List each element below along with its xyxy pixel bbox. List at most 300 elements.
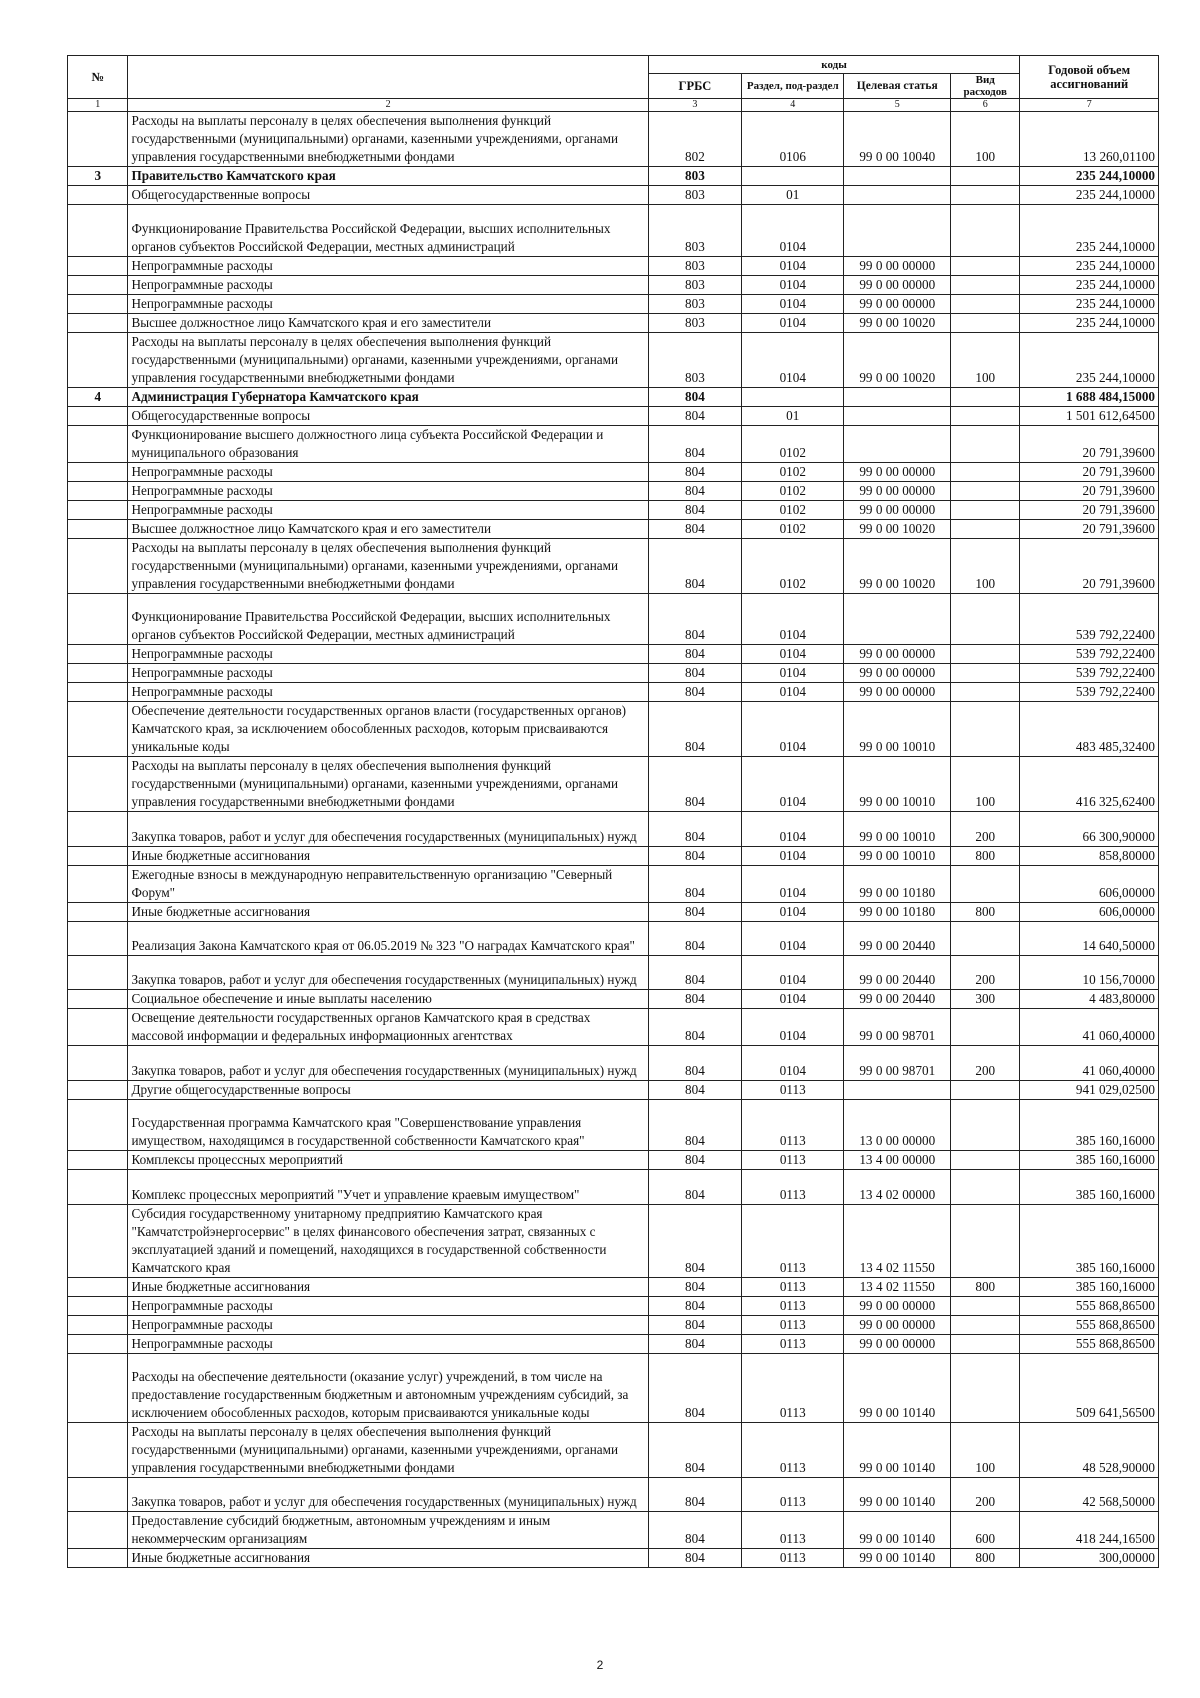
header-target: Целевая статья <box>844 74 951 99</box>
row-kind: 300 <box>951 990 1020 1009</box>
row-section: 0104 <box>742 664 844 683</box>
row-section: 0102 <box>742 481 844 500</box>
row-number <box>68 406 128 425</box>
row-amount: 483 485,32400 <box>1020 702 1159 757</box>
row-kind: 800 <box>951 846 1020 865</box>
row-amount: 235 244,10000 <box>1020 205 1159 257</box>
row-number: 4 <box>68 387 128 406</box>
row-amount: 555 868,86500 <box>1020 1315 1159 1334</box>
row-section: 0113 <box>742 1204 844 1277</box>
table-row <box>68 1080 1159 1099</box>
row-section <box>742 387 844 406</box>
row-target: 99 0 00 00000 <box>844 1315 951 1334</box>
col-number: 5 <box>844 99 951 112</box>
row-name: Правительство Камчатского края <box>128 167 648 186</box>
row-target: 99 0 00 20440 <box>844 990 951 1009</box>
row-target: 99 0 00 10140 <box>844 1477 951 1511</box>
row-name: Ежегодные взносы в международную неправительственную организацию "Северный Форум" <box>128 865 648 902</box>
row-kind <box>951 500 1020 519</box>
row-number <box>68 519 128 538</box>
row-kind <box>951 1315 1020 1334</box>
row-grbs: 803 <box>648 167 741 186</box>
row-number <box>68 1151 128 1170</box>
table-row <box>68 275 1159 294</box>
row-number <box>68 1511 128 1548</box>
row-number <box>68 812 128 846</box>
table-row <box>68 1511 1159 1548</box>
row-number <box>68 332 128 387</box>
row-section: 0113 <box>742 1422 844 1477</box>
row-name: Расходы на обеспечение деятельности (оказание услуг) учреждений, в том числе на предоставление государственным бюджетным и автономным учреждениям субсидий, за исключением обособленных расходов, которым присваиваются уникальные коды <box>128 1353 648 1422</box>
row-target <box>844 167 951 186</box>
row-amount: 418 244,16500 <box>1020 1511 1159 1548</box>
table-row <box>68 683 1159 702</box>
col-number: 2 <box>128 99 648 112</box>
row-grbs: 804 <box>648 664 741 683</box>
row-amount: 20 791,39600 <box>1020 538 1159 593</box>
row-amount: 509 641,56500 <box>1020 1353 1159 1422</box>
table-row <box>68 865 1159 902</box>
row-section: 0113 <box>742 1477 844 1511</box>
table-row <box>68 1296 1159 1315</box>
row-number <box>68 645 128 664</box>
row-kind <box>951 313 1020 332</box>
row-kind <box>951 275 1020 294</box>
row-target: 99 0 00 10140 <box>844 1511 951 1548</box>
row-number <box>68 1277 128 1296</box>
row-name: Непрограммные расходы <box>128 462 648 481</box>
row-name: Общегосударственные вопросы <box>128 186 648 205</box>
row-grbs: 804 <box>648 1204 741 1277</box>
row-name: Субсидия государственному унитарному предприятию Камчатского края "Камчатстройэнергосервис" в целях финансового обеспечения затрат, связанных с эксплуатацией зданий и помещений, находящихся в государственной собственности Камчатского края <box>128 1204 648 1277</box>
row-amount: 20 791,39600 <box>1020 425 1159 462</box>
row-name: Закупка товаров, работ и услуг для обеспечения государственных (муниципальных) нужд <box>128 812 648 846</box>
row-target: 99 0 00 00000 <box>844 275 951 294</box>
row-number <box>68 955 128 989</box>
row-grbs: 804 <box>648 1477 741 1511</box>
row-grbs: 804 <box>648 1046 741 1080</box>
row-target: 99 0 00 10020 <box>844 538 951 593</box>
table-row <box>68 955 1159 989</box>
row-kind <box>951 1334 1020 1353</box>
row-amount: 300,00000 <box>1020 1548 1159 1567</box>
row-amount: 385 160,16000 <box>1020 1151 1159 1170</box>
row-section: 0104 <box>742 955 844 989</box>
row-grbs: 804 <box>648 846 741 865</box>
row-section: 0104 <box>742 1046 844 1080</box>
row-amount: 539 792,22400 <box>1020 683 1159 702</box>
row-name: Непрограммные расходы <box>128 294 648 313</box>
row-target <box>844 406 951 425</box>
table-row <box>68 1046 1159 1080</box>
row-number <box>68 481 128 500</box>
row-grbs: 804 <box>648 1277 741 1296</box>
row-number <box>68 921 128 955</box>
table-row <box>68 425 1159 462</box>
row-grbs: 803 <box>648 205 741 257</box>
row-kind: 100 <box>951 1422 1020 1477</box>
row-section: 0113 <box>742 1334 844 1353</box>
table-row <box>68 1353 1159 1422</box>
row-target: 99 0 00 10020 <box>844 313 951 332</box>
row-name: Непрограммные расходы <box>128 645 648 664</box>
row-target <box>844 425 951 462</box>
table-row <box>68 1477 1159 1511</box>
row-name: Общегосударственные вопросы <box>128 406 648 425</box>
row-section: 0104 <box>742 593 844 645</box>
row-amount: 4 483,80000 <box>1020 990 1159 1009</box>
row-section <box>742 167 844 186</box>
table-row <box>68 387 1159 406</box>
row-target: 99 0 00 10040 <box>844 112 951 167</box>
row-target: 99 0 00 00000 <box>844 1296 951 1315</box>
row-number <box>68 112 128 167</box>
row-grbs: 804 <box>648 757 741 812</box>
row-number <box>68 538 128 593</box>
row-amount: 1 688 484,15000 <box>1020 387 1159 406</box>
col-number: 1 <box>68 99 128 112</box>
table-row <box>68 519 1159 538</box>
row-kind <box>951 921 1020 955</box>
row-section: 0113 <box>742 1170 844 1204</box>
row-target <box>844 387 951 406</box>
row-section: 0102 <box>742 519 844 538</box>
row-section: 0104 <box>742 865 844 902</box>
row-grbs: 803 <box>648 256 741 275</box>
row-number <box>68 757 128 812</box>
row-target: 99 0 00 98701 <box>844 1009 951 1046</box>
header-grbs: ГРБС <box>648 74 741 99</box>
row-target: 99 0 00 10180 <box>844 902 951 921</box>
table-row <box>68 990 1159 1009</box>
row-grbs: 804 <box>648 1296 741 1315</box>
row-grbs: 804 <box>648 955 741 989</box>
row-grbs: 804 <box>648 387 741 406</box>
row-grbs: 804 <box>648 1009 741 1046</box>
row-grbs: 804 <box>648 645 741 664</box>
row-kind <box>951 1009 1020 1046</box>
table-row <box>68 256 1159 275</box>
row-number <box>68 990 128 1009</box>
header-amount: Годовой объем ассигнований <box>1020 56 1159 99</box>
table-row <box>68 1315 1159 1334</box>
row-target: 99 0 00 10010 <box>844 702 951 757</box>
row-section: 0113 <box>742 1511 844 1548</box>
row-grbs: 804 <box>648 1548 741 1567</box>
table-row <box>68 1548 1159 1567</box>
row-amount: 20 791,39600 <box>1020 462 1159 481</box>
row-target: 99 0 00 00000 <box>844 294 951 313</box>
row-grbs: 803 <box>648 294 741 313</box>
row-target: 99 0 00 10140 <box>844 1422 951 1477</box>
row-grbs: 804 <box>648 1099 741 1151</box>
row-section: 0104 <box>742 846 844 865</box>
row-kind <box>951 645 1020 664</box>
table-row <box>68 538 1159 593</box>
table-row <box>68 332 1159 387</box>
table-row <box>68 406 1159 425</box>
row-section: 0104 <box>742 990 844 1009</box>
row-name: Комплексы процессных мероприятий <box>128 1151 648 1170</box>
row-kind: 200 <box>951 1477 1020 1511</box>
row-kind: 100 <box>951 332 1020 387</box>
row-kind <box>951 186 1020 205</box>
row-amount: 235 244,10000 <box>1020 275 1159 294</box>
row-number <box>68 313 128 332</box>
row-section: 0104 <box>742 275 844 294</box>
row-name: Непрограммные расходы <box>128 275 648 294</box>
row-number <box>68 1009 128 1046</box>
row-section: 0113 <box>742 1296 844 1315</box>
row-amount: 416 325,62400 <box>1020 757 1159 812</box>
row-amount: 1 501 612,64500 <box>1020 406 1159 425</box>
table-row <box>68 1099 1159 1151</box>
row-kind: 200 <box>951 812 1020 846</box>
row-target <box>844 205 951 257</box>
row-name: Расходы на выплаты персоналу в целях обеспечения выполнения функций государственными (муниципальными) органами, казенными учреждениями, органами управления государственными внебюджетными фондами <box>128 757 648 812</box>
row-number <box>68 425 128 462</box>
row-kind <box>951 387 1020 406</box>
row-target: 99 0 00 00000 <box>844 462 951 481</box>
row-kind: 800 <box>951 1548 1020 1567</box>
row-amount: 385 160,16000 <box>1020 1099 1159 1151</box>
row-kind: 100 <box>951 757 1020 812</box>
row-number <box>68 275 128 294</box>
row-kind <box>951 519 1020 538</box>
row-amount: 20 791,39600 <box>1020 481 1159 500</box>
row-amount: 539 792,22400 <box>1020 593 1159 645</box>
row-grbs: 804 <box>648 481 741 500</box>
row-target: 99 0 00 10140 <box>844 1353 951 1422</box>
row-kind: 800 <box>951 1277 1020 1296</box>
row-target: 99 0 00 00000 <box>844 500 951 519</box>
row-name: Иные бюджетные ассигнования <box>128 1277 648 1296</box>
table-row <box>68 1277 1159 1296</box>
row-amount: 235 244,10000 <box>1020 332 1159 387</box>
header-codes: коды <box>648 56 1020 74</box>
row-number <box>68 902 128 921</box>
row-grbs: 804 <box>648 538 741 593</box>
row-name: Функционирование Правительства Российской Федерации, высших исполнительных органов субъектов Российской Федерации, местных администраций <box>128 205 648 257</box>
row-target: 13 4 00 00000 <box>844 1151 951 1170</box>
row-target: 99 0 00 10020 <box>844 519 951 538</box>
table-row <box>68 645 1159 664</box>
row-section: 0113 <box>742 1315 844 1334</box>
row-kind <box>951 664 1020 683</box>
row-kind: 200 <box>951 1046 1020 1080</box>
row-section: 0113 <box>742 1353 844 1422</box>
row-section: 0104 <box>742 313 844 332</box>
row-section: 0104 <box>742 683 844 702</box>
row-name: Функционирование высшего должностного лица субъекта Российской Федерации и муниципального образования <box>128 425 648 462</box>
table-header <box>68 56 1159 112</box>
row-amount: 20 791,39600 <box>1020 519 1159 538</box>
row-amount: 235 244,10000 <box>1020 294 1159 313</box>
row-name: Высшее должностное лицо Камчатского края и его заместители <box>128 519 648 538</box>
row-name: Непрограммные расходы <box>128 500 648 519</box>
table-row <box>68 1204 1159 1277</box>
table-row <box>68 1334 1159 1353</box>
row-amount: 539 792,22400 <box>1020 664 1159 683</box>
row-kind <box>951 256 1020 275</box>
row-name: Непрограммные расходы <box>128 1296 648 1315</box>
row-section: 0102 <box>742 425 844 462</box>
row-section: 0106 <box>742 112 844 167</box>
row-name: Обеспечение деятельности государственных органов власти (государственных органов) Камчатского края, за исключением обособленных расходов, которым присваиваются уникальные коды <box>128 702 648 757</box>
row-amount: 14 640,50000 <box>1020 921 1159 955</box>
row-name: Непрограммные расходы <box>128 1334 648 1353</box>
row-name: Высшее должностное лицо Камчатского края и его заместители <box>128 313 648 332</box>
row-amount: 41 060,40000 <box>1020 1009 1159 1046</box>
row-section: 0104 <box>742 332 844 387</box>
row-amount: 41 060,40000 <box>1020 1046 1159 1080</box>
table-row <box>68 812 1159 846</box>
row-number <box>68 1170 128 1204</box>
row-kind <box>951 406 1020 425</box>
row-kind <box>951 683 1020 702</box>
row-name: Реализация Закона Камчатского края от 06.05.2019 № 323 "О наградах Камчатского края" <box>128 921 648 955</box>
row-grbs: 803 <box>648 275 741 294</box>
page-number: 2 <box>596 1658 604 1672</box>
row-name: Государственная программа Камчатского края "Совершенствование управления имуществом, находящимся в государственной собственности Камчатского края" <box>128 1099 648 1151</box>
row-section: 0104 <box>742 702 844 757</box>
row-name: Расходы на выплаты персоналу в целях обеспечения выполнения функций государственными (муниципальными) органами, казенными учреждениями, органами управления государственными внебюджетными фондами <box>128 538 648 593</box>
row-kind <box>951 1099 1020 1151</box>
row-grbs: 804 <box>648 462 741 481</box>
table-row <box>68 902 1159 921</box>
row-name: Расходы на выплаты персоналу в целях обеспечения выполнения функций государственными (муниципальными) органами, казенными учреждениями, органами управления государственными внебюджетными фондами <box>128 332 648 387</box>
row-target: 99 0 00 20440 <box>844 921 951 955</box>
row-target: 99 0 00 00000 <box>844 645 951 664</box>
table-row <box>68 481 1159 500</box>
table-row <box>68 167 1159 186</box>
row-grbs: 804 <box>648 683 741 702</box>
row-section: 0113 <box>742 1080 844 1099</box>
row-kind: 100 <box>951 538 1020 593</box>
row-grbs: 804 <box>648 1353 741 1422</box>
row-number <box>68 1353 128 1422</box>
row-amount: 235 244,10000 <box>1020 167 1159 186</box>
row-number <box>68 683 128 702</box>
table-row <box>68 186 1159 205</box>
row-amount: 235 244,10000 <box>1020 313 1159 332</box>
row-target: 99 0 00 00000 <box>844 664 951 683</box>
col-number: 4 <box>742 99 844 112</box>
row-target: 99 0 00 10010 <box>844 846 951 865</box>
row-kind <box>951 865 1020 902</box>
row-kind <box>951 1080 1020 1099</box>
table-row <box>68 313 1159 332</box>
row-name: Непрограммные расходы <box>128 664 648 683</box>
row-target: 99 0 00 98701 <box>844 1046 951 1080</box>
row-target: 99 0 00 10180 <box>844 865 951 902</box>
row-kind <box>951 1204 1020 1277</box>
row-section: 0102 <box>742 538 844 593</box>
row-section: 0102 <box>742 500 844 519</box>
header-kind: Вид расходов <box>951 74 1020 99</box>
row-target: 99 0 00 00000 <box>844 481 951 500</box>
row-amount: 539 792,22400 <box>1020 645 1159 664</box>
row-target: 99 0 00 00000 <box>844 1334 951 1353</box>
row-name: Непрограммные расходы <box>128 1315 648 1334</box>
row-grbs: 804 <box>648 990 741 1009</box>
row-number <box>68 593 128 645</box>
row-section: 0113 <box>742 1548 844 1567</box>
row-grbs: 804 <box>648 1334 741 1353</box>
row-name: Иные бюджетные ассигнования <box>128 846 648 865</box>
row-section: 0113 <box>742 1099 844 1151</box>
row-kind: 600 <box>951 1511 1020 1548</box>
row-kind <box>951 481 1020 500</box>
row-number <box>68 1334 128 1353</box>
col-number: 6 <box>951 99 1020 112</box>
table-row <box>68 757 1159 812</box>
row-number <box>68 256 128 275</box>
row-name: Предоставление субсидий бюджетным, автономным учреждениям и иным некоммерческим организациям <box>128 1511 648 1548</box>
table-row <box>68 1422 1159 1477</box>
row-number <box>68 186 128 205</box>
row-number <box>68 1099 128 1151</box>
row-number <box>68 846 128 865</box>
table-row <box>68 294 1159 313</box>
table-row <box>68 664 1159 683</box>
table-row <box>68 112 1159 167</box>
row-target: 13 4 02 00000 <box>844 1170 951 1204</box>
row-number <box>68 500 128 519</box>
row-amount: 42 568,50000 <box>1020 1477 1159 1511</box>
row-name: Комплекс процессных мероприятий "Учет и управление краевым имуществом" <box>128 1170 648 1204</box>
row-number <box>68 205 128 257</box>
row-grbs: 804 <box>648 1315 741 1334</box>
row-amount: 48 528,90000 <box>1020 1422 1159 1477</box>
row-target: 99 0 00 00000 <box>844 683 951 702</box>
row-target: 13 0 00 00000 <box>844 1099 951 1151</box>
row-grbs: 804 <box>648 406 741 425</box>
table-row <box>68 593 1159 645</box>
row-grbs: 804 <box>648 1511 741 1548</box>
row-amount: 858,80000 <box>1020 846 1159 865</box>
row-section: 0113 <box>742 1151 844 1170</box>
row-grbs: 803 <box>648 332 741 387</box>
header-num: № <box>68 56 128 99</box>
row-section: 0104 <box>742 205 844 257</box>
row-grbs: 804 <box>648 812 741 846</box>
row-target <box>844 1080 951 1099</box>
row-kind <box>951 425 1020 462</box>
row-section: 0104 <box>742 921 844 955</box>
row-name: Расходы на выплаты персоналу в целях обеспечения выполнения функций государственными (муниципальными) органами, казенными учреждениями, органами управления государственными внебюджетными фондами <box>128 112 648 167</box>
row-amount: 385 160,16000 <box>1020 1277 1159 1296</box>
row-amount: 385 160,16000 <box>1020 1170 1159 1204</box>
row-amount: 20 791,39600 <box>1020 500 1159 519</box>
row-section: 0113 <box>742 1277 844 1296</box>
row-amount: 13 260,01100 <box>1020 112 1159 167</box>
row-amount: 606,00000 <box>1020 902 1159 921</box>
row-amount: 10 156,70000 <box>1020 955 1159 989</box>
row-grbs: 802 <box>648 112 741 167</box>
col-number: 3 <box>648 99 741 112</box>
table-row <box>68 1170 1159 1204</box>
table-row <box>68 921 1159 955</box>
row-grbs: 804 <box>648 1151 741 1170</box>
table-row <box>68 846 1159 865</box>
row-number <box>68 1315 128 1334</box>
row-grbs: 804 <box>648 865 741 902</box>
row-name: Непрограммные расходы <box>128 683 648 702</box>
row-grbs: 804 <box>648 1080 741 1099</box>
row-name: Администрация Губернатора Камчатского края <box>128 387 648 406</box>
row-kind <box>951 593 1020 645</box>
